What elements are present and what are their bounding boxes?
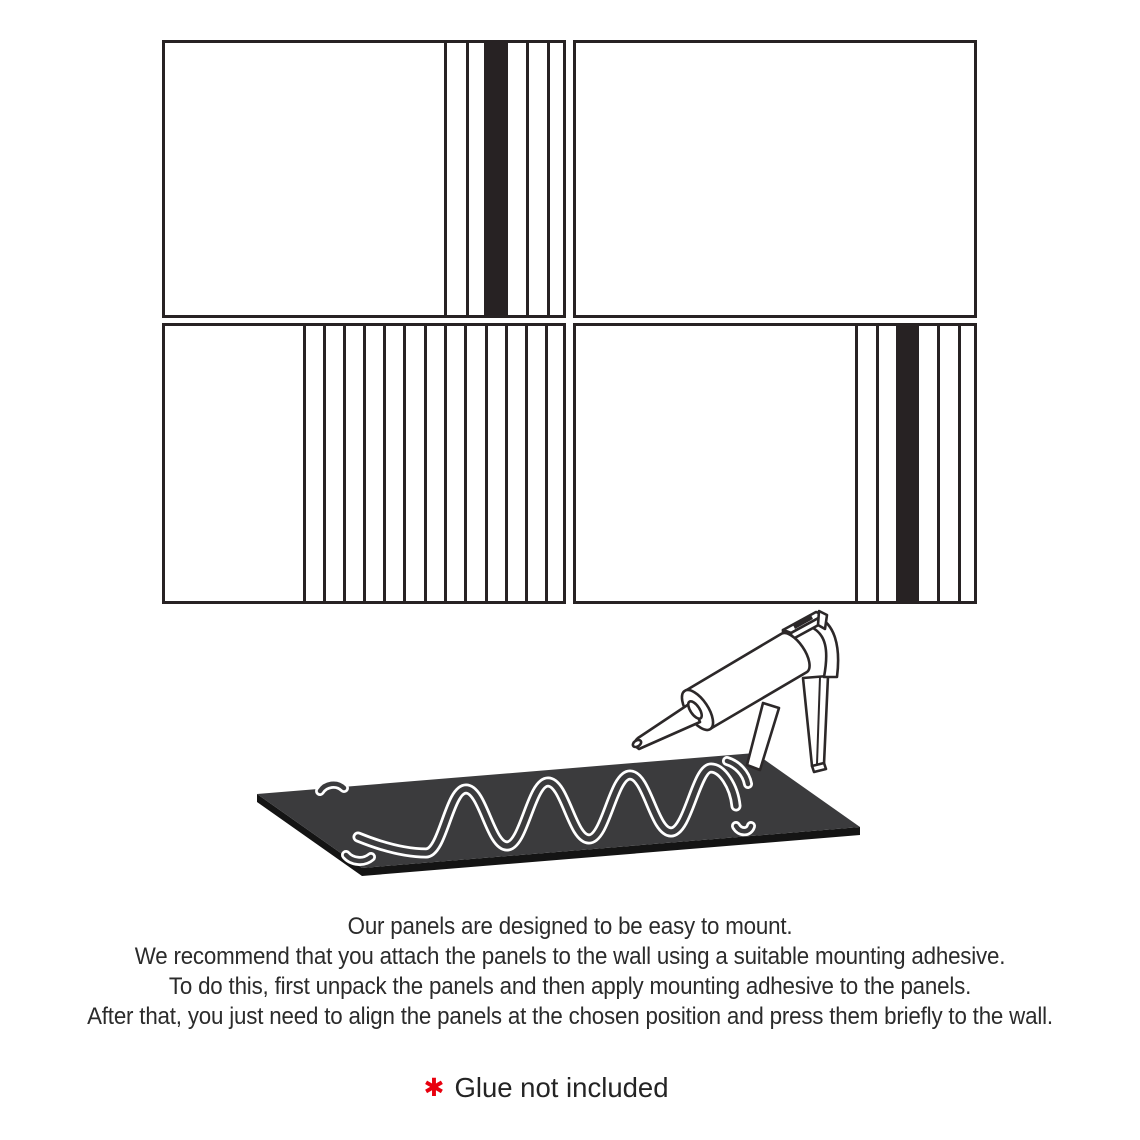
caulk-gun-icon bbox=[632, 611, 839, 772]
mounting-instructions bbox=[40, 912, 1100, 1032]
adhesive-panel-icon bbox=[257, 753, 860, 876]
glue-footnote bbox=[0, 1072, 1116, 1104]
instruction-line-3: To do this, first unpack the panels and then apply mounting adhesive to the panels. bbox=[168, 973, 972, 1000]
red-asterisk-icon: ✱ bbox=[423, 1074, 445, 1102]
instruction-line-4: After that, you just need to align the panels at the chosen position and press them briefly to the wall. bbox=[87, 1003, 1053, 1030]
instruction-line-2: We recommend that you attach the panels to the wall using a suitable mounting adhesive. bbox=[134, 943, 1006, 970]
glue-footnote-text: Glue not included bbox=[454, 1072, 669, 1103]
instruction-line-1: Our panels are designed to be easy to mount. bbox=[347, 913, 793, 940]
